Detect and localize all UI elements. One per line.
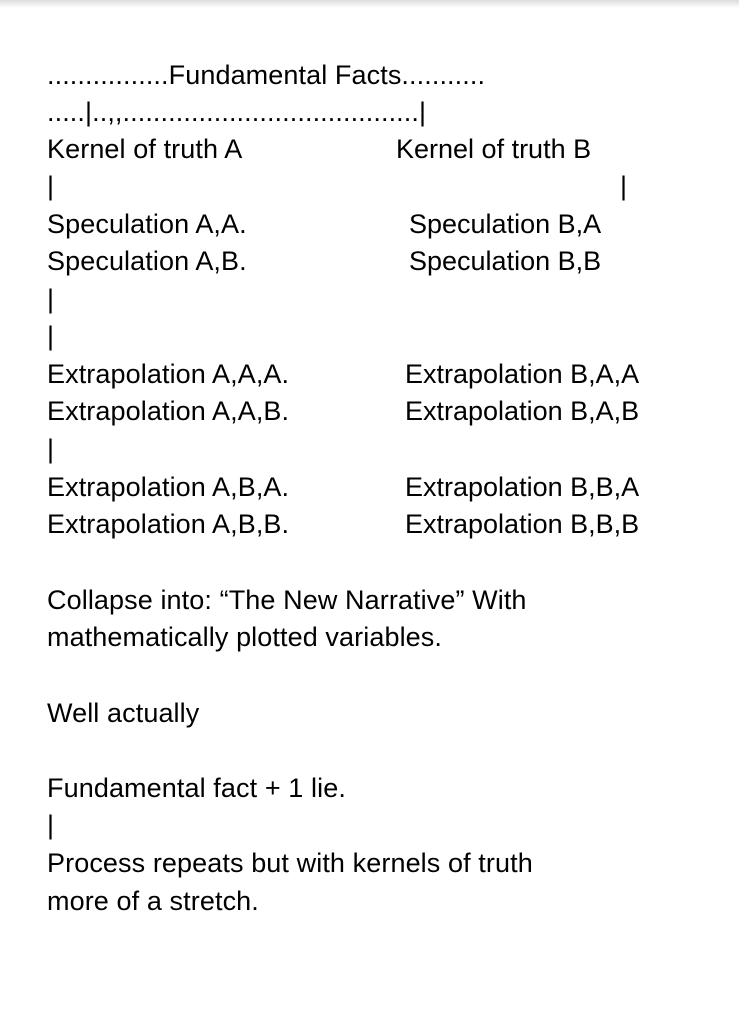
process-line-1: Process repeats but with kernels of truth	[47, 848, 533, 878]
speculation-b-b: Speculation B,B	[409, 246, 602, 276]
pipe-a-4: |	[47, 434, 55, 464]
extrapolation-a-b-b: Extrapolation A,B,B.	[47, 509, 290, 539]
extrapolation-a-a-a: Extrapolation A,A,A.	[47, 359, 290, 389]
collapse-line-2: mathematically plotted variables.	[47, 622, 442, 652]
fundamental-fact-lie: Fundamental fact + 1 lie.	[47, 773, 346, 803]
process-line-2: more of a stretch.	[47, 886, 259, 916]
header-line: ................Fundamental Facts...........	[47, 60, 486, 90]
speculation-a-a: Speculation A,A.	[47, 209, 247, 239]
speculation-b-a: Speculation B,A	[409, 209, 602, 239]
top-edge-shadow	[0, 0, 739, 8]
pipe-a-3: |	[47, 321, 55, 351]
extrapolation-a-a-b: Extrapolation A,A,B.	[47, 396, 290, 426]
collapse-line-1: Collapse into: “The New Narrative” With	[47, 585, 527, 615]
extrapolation-a-b-a: Extrapolation A,B,A.	[47, 472, 290, 502]
kernel-a: Kernel of truth A	[47, 134, 243, 164]
pipe-a-5: |	[47, 810, 55, 840]
separator-line: .....|..,,.......................................|	[47, 97, 427, 127]
pipe-a-1: |	[47, 171, 55, 201]
extrapolation-b-b-b: Extrapolation B,B,B	[405, 509, 640, 539]
speculation-a-b: Speculation A,B.	[47, 246, 247, 276]
pipe-b-1: |	[620, 171, 628, 201]
kernel-b: Kernel of truth B	[396, 134, 592, 164]
extrapolation-b-b-a: Extrapolation B,B,A	[405, 472, 640, 502]
extrapolation-b-a-b: Extrapolation B,A,B	[405, 396, 640, 426]
pipe-a-2: |	[47, 284, 55, 314]
well-actually: Well actually	[47, 698, 200, 728]
extrapolation-b-a-a: Extrapolation B,A,A	[405, 359, 640, 389]
